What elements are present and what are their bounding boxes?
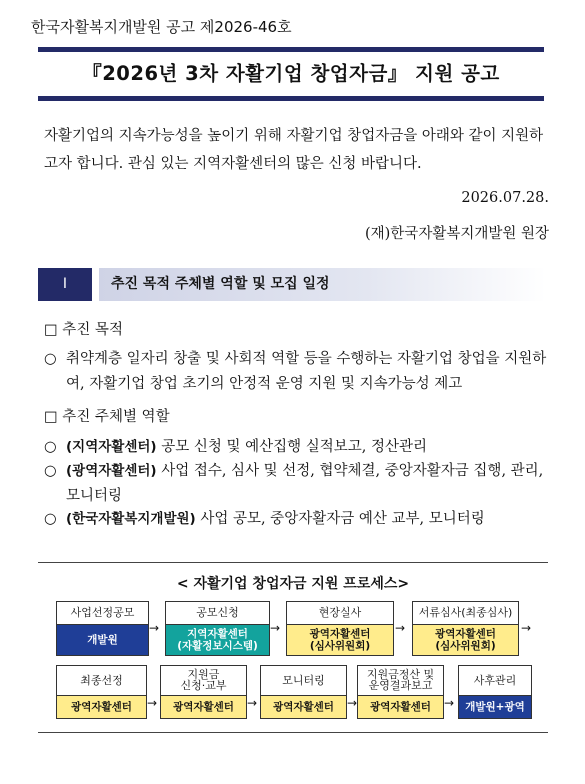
role-org: (지역자활센터)	[66, 439, 157, 455]
process-step	[56, 601, 149, 656]
bullet-marker: ○	[44, 463, 57, 479]
step-label: 사후관리	[473, 673, 517, 687]
role-text: 공모 신청 및 예산집행 실적보고, 정산관리	[161, 439, 427, 455]
arrow-icon: →	[147, 696, 158, 710]
process-step	[56, 665, 147, 719]
step-actor: 광역자활센터 (심사위원회)	[413, 624, 518, 655]
step-actor: 광역자활센터	[57, 695, 146, 718]
process-step	[260, 665, 347, 719]
role-item	[44, 435, 554, 459]
process-step	[412, 601, 519, 656]
arrow-icon: →	[270, 621, 281, 635]
role-item	[44, 507, 554, 531]
process-step	[357, 665, 444, 719]
section-title: 추진 목적 주체별 역할 및 모집 일정	[111, 276, 330, 292]
role-item	[44, 459, 554, 509]
role-org: (광역자활센터)	[66, 463, 157, 479]
process-rule-bottom	[38, 732, 548, 733]
step-label: 모니터링	[282, 673, 325, 687]
section-header	[38, 268, 546, 301]
process-rule-top	[38, 562, 548, 563]
notice-date: 2026.07.28.	[461, 190, 549, 206]
arrow-icon: →	[347, 696, 358, 710]
arrow-icon: →	[149, 621, 160, 635]
issuer: (재)한국자활복지개발원 원장	[364, 226, 549, 242]
step-actor: 개발원+광역	[459, 695, 531, 718]
step-label: 현장실사	[318, 606, 362, 619]
step-actor: 광역자활센터 (심사위원회)	[287, 624, 393, 655]
step-actor: 광역자활센터	[161, 695, 246, 718]
title-rule-top	[38, 47, 544, 52]
step-label: 지원금정산 및 운영결과보고	[366, 668, 435, 692]
step-label: 사업선정공모	[70, 606, 135, 619]
page-title: 『2026년 3차 자활기업 창업자금』 지원 공고	[82, 62, 500, 85]
step-label: 공모신청	[196, 606, 239, 619]
purpose-text: 취약계층 일자리 창출 및 사회적 역할 등을 수행하는 자활기업 창업을 지원하여, 자활기업 창업 초기의 안정적 운영 지원 및 지속가능성 제고	[66, 351, 547, 392]
arrow-icon: →	[247, 696, 258, 710]
role-text: 사업 접수, 심사 및 선정, 협약체결, 중앙자활자금 집행, 관리, 모니터링	[66, 463, 544, 504]
bullet-marker: ○	[44, 351, 57, 367]
process-step	[286, 601, 394, 656]
role-org: (한국자활복지개발원)	[66, 511, 196, 527]
process-step	[458, 665, 532, 719]
step-actor: 광역자활센터	[358, 695, 443, 718]
intro-paragraph: 자활기업의 지속가능성을 높이기 위해 자활기업 창업자금을 아래와 같이 지원하고자 합니다. 관심 있는 지역자활센터의 많은 신청 바랍니다.	[44, 128, 544, 172]
step-label: 지원금 신청·교부	[180, 668, 227, 692]
roles-heading: □ 추진 주체별 역할	[44, 409, 170, 425]
arrow-icon: →	[444, 696, 455, 710]
purpose-heading: □ 추진 목적	[44, 322, 123, 338]
arrow-icon: →	[521, 621, 532, 635]
process-title: < 자활기업 창업자금 지원 프로세스>	[176, 576, 410, 592]
notice-number: 한국자활복지개발원 공고 제2026-46호	[31, 18, 292, 36]
step-actor: 광역자활센터	[261, 695, 346, 718]
bullet-marker: ○	[44, 511, 57, 527]
section-title-bar	[99, 268, 546, 301]
step-label: 서류심사(최종심사)	[418, 606, 513, 619]
step-label: 최종선정	[80, 673, 123, 687]
section-number: Ⅰ	[38, 268, 92, 301]
process-step	[165, 601, 270, 656]
arrow-icon: →	[395, 621, 406, 635]
role-text: 사업 공모, 중앙자활자금 예산 교부, 모니터링	[200, 511, 485, 527]
step-actor: 지역자활센터 (자활정보시스템)	[166, 624, 269, 655]
title-rule-bottom	[38, 96, 544, 101]
process-step	[160, 665, 247, 719]
step-actor: 개발원	[57, 624, 148, 655]
purpose-item	[44, 347, 554, 397]
bullet-marker: ○	[44, 439, 57, 455]
